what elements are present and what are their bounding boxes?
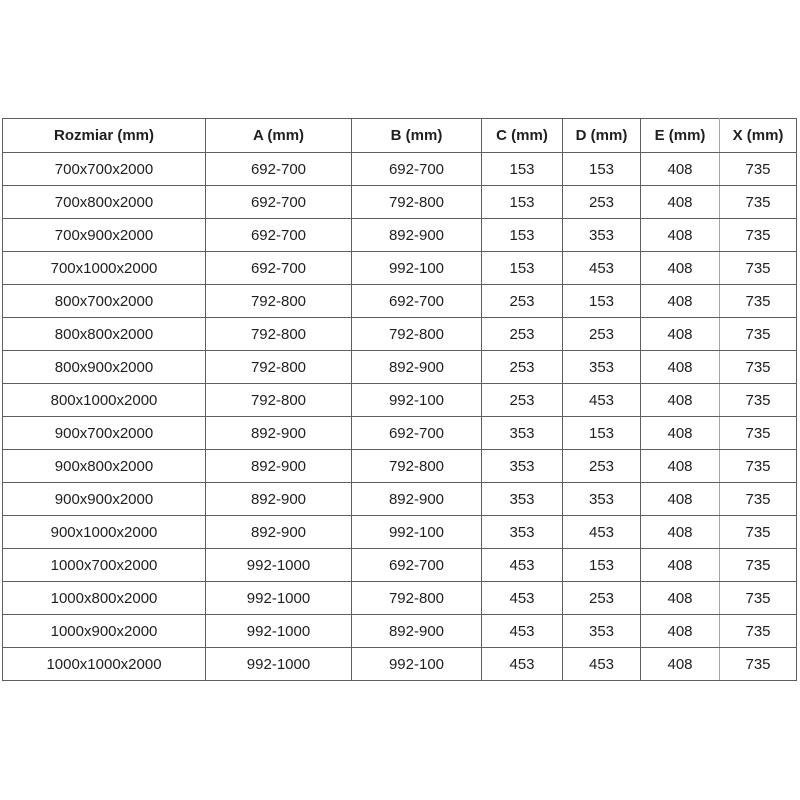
table-body — [3, 153, 797, 681]
column-header: C (mm) — [482, 119, 563, 153]
dimension-cell: 353 — [482, 417, 563, 450]
dimension-cell: 735 — [720, 252, 797, 285]
dimension-cell: 453 — [482, 648, 563, 681]
dimension-cell: 735 — [720, 516, 797, 549]
size-cell: 800x800x2000 — [3, 318, 206, 351]
dimension-cell: 353 — [563, 219, 641, 252]
size-cell: 1000x900x2000 — [3, 615, 206, 648]
dimension-cell: 408 — [641, 582, 720, 615]
dimension-cell: 735 — [720, 450, 797, 483]
dimension-cell: 453 — [482, 615, 563, 648]
dimension-cell: 353 — [563, 483, 641, 516]
dimension-cell: 692-700 — [206, 186, 352, 219]
column-header: Rozmiar (mm) — [3, 119, 206, 153]
dimension-cell: 892-900 — [352, 615, 482, 648]
dimension-cell: 353 — [482, 450, 563, 483]
dimension-cell: 792-800 — [352, 450, 482, 483]
dimension-cell: 992-1000 — [206, 582, 352, 615]
size-cell: 800x900x2000 — [3, 351, 206, 384]
dimension-cell: 992-100 — [352, 252, 482, 285]
dimension-cell: 253 — [482, 384, 563, 417]
dimension-cell: 153 — [563, 549, 641, 582]
dimension-cell: 892-900 — [206, 450, 352, 483]
table-row — [3, 648, 797, 681]
dimension-cell: 153 — [482, 153, 563, 186]
dimension-cell: 408 — [641, 648, 720, 681]
dimension-cell: 692-700 — [352, 417, 482, 450]
column-header: E (mm) — [641, 119, 720, 153]
header-row — [3, 119, 797, 153]
dimension-cell: 792-800 — [352, 318, 482, 351]
size-spec-table — [2, 118, 797, 681]
dimension-cell: 408 — [641, 186, 720, 219]
size-cell: 900x700x2000 — [3, 417, 206, 450]
table-row — [3, 153, 797, 186]
table-row — [3, 186, 797, 219]
dimension-cell: 353 — [563, 351, 641, 384]
dimension-cell: 453 — [563, 252, 641, 285]
dimension-cell: 735 — [720, 582, 797, 615]
dimension-cell: 792-800 — [206, 318, 352, 351]
size-cell: 800x1000x2000 — [3, 384, 206, 417]
dimension-cell: 735 — [720, 351, 797, 384]
dimension-cell: 735 — [720, 219, 797, 252]
table-row — [3, 615, 797, 648]
dimension-cell: 792-800 — [352, 582, 482, 615]
dimension-cell: 992-100 — [352, 384, 482, 417]
dimension-cell: 792-800 — [352, 186, 482, 219]
size-cell: 1000x700x2000 — [3, 549, 206, 582]
dimension-cell: 408 — [641, 483, 720, 516]
dimension-cell: 153 — [482, 219, 563, 252]
dimension-cell: 735 — [720, 285, 797, 318]
size-cell: 800x700x2000 — [3, 285, 206, 318]
dimension-cell: 253 — [482, 351, 563, 384]
size-cell: 700x700x2000 — [3, 153, 206, 186]
dimension-cell: 992-100 — [352, 516, 482, 549]
dimension-cell: 692-700 — [352, 549, 482, 582]
column-header: X (mm) — [720, 119, 797, 153]
dimension-cell: 692-700 — [352, 153, 482, 186]
size-cell: 900x1000x2000 — [3, 516, 206, 549]
dimension-cell: 792-800 — [206, 384, 352, 417]
dimension-cell: 253 — [563, 450, 641, 483]
dimension-cell: 453 — [563, 516, 641, 549]
dimension-cell: 692-700 — [352, 285, 482, 318]
dimension-cell: 408 — [641, 384, 720, 417]
table-row — [3, 351, 797, 384]
table-row — [3, 483, 797, 516]
size-cell: 700x1000x2000 — [3, 252, 206, 285]
dimension-cell: 735 — [720, 483, 797, 516]
column-header: B (mm) — [352, 119, 482, 153]
dimension-cell: 692-700 — [206, 219, 352, 252]
size-cell: 700x800x2000 — [3, 186, 206, 219]
dimension-cell: 453 — [563, 384, 641, 417]
dimension-cell: 408 — [641, 516, 720, 549]
size-cell: 900x800x2000 — [3, 450, 206, 483]
table-row — [3, 417, 797, 450]
size-cell: 1000x1000x2000 — [3, 648, 206, 681]
dimension-cell: 735 — [720, 186, 797, 219]
size-cell: 700x900x2000 — [3, 219, 206, 252]
dimension-cell: 992-100 — [352, 648, 482, 681]
dimension-cell: 408 — [641, 285, 720, 318]
dimension-cell: 253 — [563, 582, 641, 615]
dimension-cell: 408 — [641, 219, 720, 252]
dimension-cell: 353 — [482, 516, 563, 549]
dimension-cell: 735 — [720, 318, 797, 351]
column-header: D (mm) — [563, 119, 641, 153]
dimension-cell: 153 — [563, 417, 641, 450]
column-header: A (mm) — [206, 119, 352, 153]
dimension-cell: 353 — [563, 615, 641, 648]
dimension-cell: 408 — [641, 417, 720, 450]
dimension-cell: 892-900 — [352, 219, 482, 252]
table-row — [3, 285, 797, 318]
dimension-cell: 692-700 — [206, 153, 352, 186]
table-row — [3, 582, 797, 615]
dimension-cell: 408 — [641, 351, 720, 384]
dimension-cell: 408 — [641, 450, 720, 483]
dimension-cell: 792-800 — [206, 285, 352, 318]
dimension-cell: 735 — [720, 384, 797, 417]
dimension-cell: 153 — [482, 252, 563, 285]
table-row — [3, 318, 797, 351]
table-row — [3, 252, 797, 285]
dimension-cell: 408 — [641, 153, 720, 186]
dimension-cell: 253 — [482, 285, 563, 318]
dimension-cell: 735 — [720, 417, 797, 450]
table-row — [3, 549, 797, 582]
dimension-cell: 735 — [720, 615, 797, 648]
size-cell: 1000x800x2000 — [3, 582, 206, 615]
dimension-cell: 735 — [720, 153, 797, 186]
dimension-cell: 992-1000 — [206, 648, 352, 681]
dimension-cell: 253 — [563, 186, 641, 219]
dimension-cell: 408 — [641, 549, 720, 582]
dimension-cell: 408 — [641, 252, 720, 285]
dimension-cell: 892-900 — [206, 516, 352, 549]
dimension-cell: 892-900 — [352, 483, 482, 516]
dimension-cell: 153 — [482, 186, 563, 219]
dimension-cell: 735 — [720, 648, 797, 681]
dimension-cell: 253 — [563, 318, 641, 351]
dimension-cell: 792-800 — [206, 351, 352, 384]
dimension-cell: 892-900 — [206, 417, 352, 450]
dimension-cell: 153 — [563, 285, 641, 318]
dimension-cell: 692-700 — [206, 252, 352, 285]
table-row — [3, 384, 797, 417]
dimension-cell: 408 — [641, 318, 720, 351]
dimension-cell: 453 — [563, 648, 641, 681]
dimension-cell: 892-900 — [352, 351, 482, 384]
dimension-cell: 992-1000 — [206, 549, 352, 582]
table-row — [3, 450, 797, 483]
table-row — [3, 516, 797, 549]
dimension-cell: 153 — [563, 153, 641, 186]
dimension-cell: 253 — [482, 318, 563, 351]
dimension-cell: 353 — [482, 483, 563, 516]
dimension-cell: 735 — [720, 549, 797, 582]
table-row — [3, 219, 797, 252]
dimension-cell: 453 — [482, 549, 563, 582]
dimension-cell: 453 — [482, 582, 563, 615]
dimension-cell: 408 — [641, 615, 720, 648]
dimension-cell: 992-1000 — [206, 615, 352, 648]
size-cell: 900x900x2000 — [3, 483, 206, 516]
dimension-cell: 892-900 — [206, 483, 352, 516]
